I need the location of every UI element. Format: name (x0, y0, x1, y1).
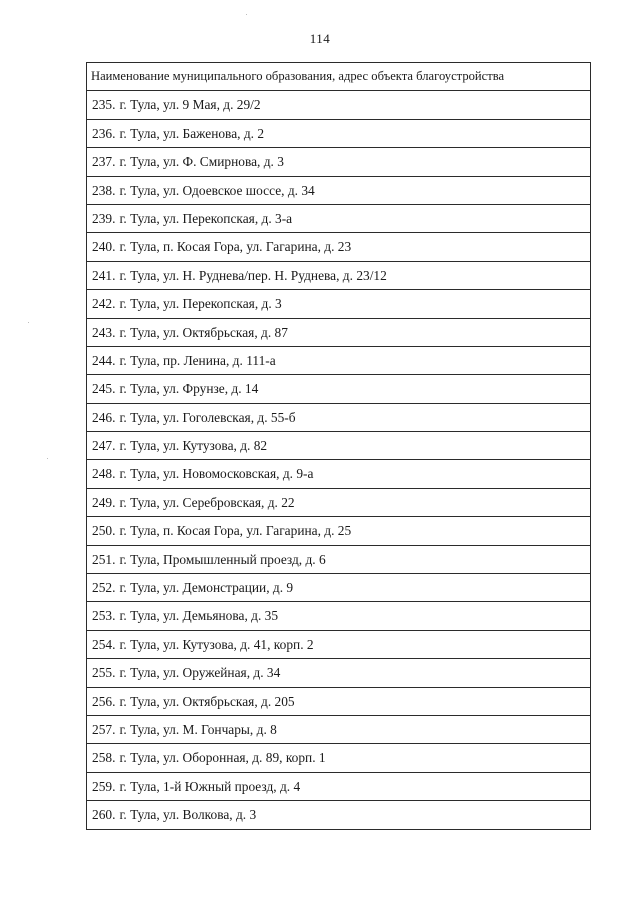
table-row (87, 290, 591, 318)
row-address: г. Тула, ул. Серебровская, д. 22 (119, 494, 295, 510)
row-number: 244. (92, 352, 116, 368)
row-address: г. Тула, ул. Кутузова, д. 41, корп. 2 (119, 636, 314, 652)
table-cell (87, 91, 591, 119)
row-address: г. Тула, ул. Перекопская, д. 3-а (119, 210, 293, 226)
row-number: 259. (92, 778, 116, 794)
table-row (87, 375, 591, 403)
table-cell (87, 403, 591, 431)
table-row (87, 119, 591, 147)
row-address: г. Тула, ул. Фрунзе, д. 14 (119, 381, 259, 397)
table-cell (87, 801, 591, 829)
table-cell (87, 715, 591, 743)
table-cell (87, 204, 591, 232)
table-row (87, 772, 591, 800)
table-cell (87, 574, 591, 602)
table-cell (87, 772, 591, 800)
row-address: г. Тула, ул. Одоевское шоссе, д. 34 (119, 182, 315, 198)
row-address: г. Тула, ул. Демьянова, д. 35 (119, 608, 279, 624)
table-header: Наименование муниципального образования, адрес объекта благоустройства (87, 63, 591, 91)
row-number: 248. (92, 466, 116, 482)
row-number: 247. (92, 438, 116, 454)
table-cell (87, 687, 591, 715)
row-number: 239. (92, 210, 116, 226)
row-address: г. Тула, ул. Оборонная, д. 89, корп. 1 (119, 750, 326, 766)
row-number: 241. (92, 267, 116, 283)
table-row (87, 204, 591, 232)
table-row (87, 602, 591, 630)
row-number: 256. (92, 693, 116, 709)
row-address: г. Тула, п. Косая Гора, ул. Гагарина, д. 23 (119, 239, 352, 255)
scan-speck (28, 322, 29, 323)
table-cell (87, 375, 591, 403)
row-number: 255. (92, 665, 116, 681)
table-cell (87, 488, 591, 516)
table-cell (87, 545, 591, 573)
table-row (87, 91, 591, 119)
row-address: г. Тула, 1-й Южный проезд, д. 4 (119, 778, 301, 794)
row-number: 253. (92, 608, 116, 624)
row-address: г. Тула, ул. Демонстрации, д. 9 (119, 580, 294, 596)
table-cell (87, 148, 591, 176)
row-address: г. Тула, ул. Гоголевская, д. 55-б (119, 409, 296, 425)
table-cell (87, 176, 591, 204)
table-row (87, 346, 591, 374)
page-number: 114 (309, 31, 331, 46)
table-row (87, 659, 591, 687)
table-cell (87, 318, 591, 346)
row-number: 249. (92, 494, 116, 510)
row-number: 252. (92, 580, 116, 596)
table-row (87, 318, 591, 346)
table-row (87, 176, 591, 204)
table-row (87, 517, 591, 545)
table-cell (87, 119, 591, 147)
row-number: 236. (92, 125, 116, 141)
row-address: г. Тула, ул. Волкова, д. 3 (119, 807, 257, 823)
table-row (87, 744, 591, 772)
row-number: 242. (92, 296, 116, 312)
row-number: 245. (92, 381, 116, 397)
row-number: 243. (92, 324, 116, 340)
row-address: г. Тула, ул. Н. Руднева/пер. Н. Руднева, д. 23/12 (119, 267, 387, 283)
row-address: г. Тула, ул. Кутузова, д. 82 (119, 438, 268, 454)
table-row (87, 233, 591, 261)
table-cell (87, 659, 591, 687)
table-cell (87, 517, 591, 545)
row-number: 246. (92, 409, 116, 425)
address-table (86, 62, 591, 830)
table-row (87, 432, 591, 460)
table-cell (87, 602, 591, 630)
row-address: г. Тула, ул. Баженова, д. 2 (119, 125, 265, 141)
row-number: 250. (92, 523, 116, 539)
row-number: 238. (92, 182, 116, 198)
row-number: 235. (92, 97, 116, 113)
row-number: 251. (92, 551, 116, 567)
row-number: 260. (92, 807, 116, 823)
table-cell (87, 460, 591, 488)
table-cell (87, 290, 591, 318)
scan-speck (47, 458, 48, 459)
table-row (87, 403, 591, 431)
row-address: г. Тула, ул. Ф. Смирнова, д. 3 (119, 154, 284, 170)
table-row (87, 488, 591, 516)
table-row (87, 148, 591, 176)
row-address: г. Тула, ул. Перекопская, д. 3 (119, 296, 282, 312)
table-cell (87, 744, 591, 772)
row-number: 240. (92, 239, 116, 255)
table-row (87, 687, 591, 715)
table-row (87, 630, 591, 658)
table-header-row (87, 63, 591, 91)
table-row (87, 545, 591, 573)
row-number: 257. (92, 721, 116, 737)
row-number: 237. (92, 154, 116, 170)
row-address: г. Тула, пр. Ленина, д. 111-а (119, 352, 276, 368)
table-cell (87, 233, 591, 261)
table-row (87, 715, 591, 743)
row-address: г. Тула, ул. Новомосковская, д. 9-а (119, 466, 314, 482)
row-number: 254. (92, 636, 116, 652)
row-number: 258. (92, 750, 116, 766)
row-address: г. Тула, ул. М. Гончары, д. 8 (119, 721, 277, 737)
row-address: г. Тула, Промышленный проезд, д. 6 (119, 551, 326, 567)
row-address: г. Тула, ул. Октябрьская, д. 205 (119, 693, 295, 709)
table-row (87, 261, 591, 289)
table-row (87, 801, 591, 829)
scan-speck (246, 14, 247, 15)
table-row (87, 460, 591, 488)
table-cell (87, 346, 591, 374)
table-row (87, 574, 591, 602)
table-cell (87, 630, 591, 658)
table-cell (87, 432, 591, 460)
table-cell (87, 261, 591, 289)
row-address: г. Тула, ул. Октябрьская, д. 87 (119, 324, 288, 340)
row-address: г. Тула, ул. 9 Мая, д. 29/2 (119, 97, 261, 113)
row-address: г. Тула, ул. Оружейная, д. 34 (119, 665, 281, 681)
row-address: г. Тула, п. Косая Гора, ул. Гагарина, д. 25 (119, 523, 352, 539)
